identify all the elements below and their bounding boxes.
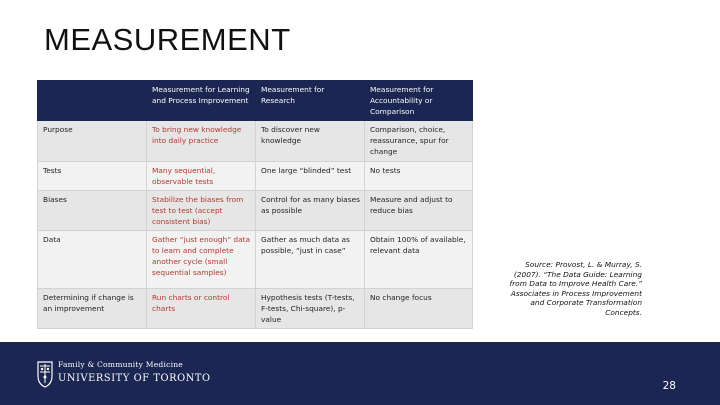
cell-research: One large “blinded” test <box>256 162 365 191</box>
table-row-biases <box>38 191 473 231</box>
university-name: UNIVERSITY OF TORONTO <box>58 373 211 384</box>
row-label: Purpose <box>38 121 147 162</box>
table-header-row <box>38 81 473 121</box>
cell-learning: Stabilize the biases from test to test (accept consistent bias) <box>147 191 256 231</box>
cell-research: Gather as much data as possible, “just in case” <box>256 231 365 289</box>
slide-title: MEASUREMENT <box>44 22 291 57</box>
cell-research: To discover new knowledge <box>256 121 365 162</box>
header-accountability: Measurement for Accountability or Comparison <box>365 81 473 121</box>
cell-learning: To bring new knowledge into daily practice <box>147 121 256 162</box>
cell-research: Hypothesis tests (T-tests, F-tests, Chi-square), p-value <box>256 289 365 329</box>
cell-accountability: Measure and adjust to reduce bias <box>365 191 473 231</box>
row-label: Determining if change is an improvement <box>38 289 147 329</box>
header-empty <box>38 81 147 121</box>
page-number: 28 <box>662 380 676 392</box>
cell-learning: Many sequential, observable tests <box>147 162 256 191</box>
measurement-comparison-table <box>37 80 473 329</box>
table-row-determining-change <box>38 289 473 329</box>
source-citation: Source: Provost, L. & Murray, S. (2007). “The Data Guide: Learning from Data to Improve Health Care.” Associates in Process Improvement and Corporate Transformation Concepts. <box>509 260 642 317</box>
cell-learning: Run charts or control charts <box>147 289 256 329</box>
header-learning: Measurement for Learning and Process Improvement <box>147 81 256 121</box>
table-row-data <box>38 231 473 289</box>
cell-research: Control for as many biases as possible <box>256 191 365 231</box>
row-label: Biases <box>38 191 147 231</box>
row-label: Data <box>38 231 147 289</box>
row-label: Tests <box>38 162 147 191</box>
cell-accountability: No change focus <box>365 289 473 329</box>
cell-learning: Gather “just enough” data to learn and complete another cycle (small sequential samples) <box>147 231 256 289</box>
header-research: Measurement for Research <box>256 81 365 121</box>
university-crest-icon <box>37 359 53 389</box>
cell-accountability: Comparison, choice, reassurance, spur for change <box>365 121 473 162</box>
table-row-tests <box>38 162 473 191</box>
cell-accountability: No tests <box>365 162 473 191</box>
table-row-purpose <box>38 121 473 162</box>
department-name: Family & Community Medicine <box>58 360 183 369</box>
cell-accountability: Obtain 100% of available, relevant data <box>365 231 473 289</box>
